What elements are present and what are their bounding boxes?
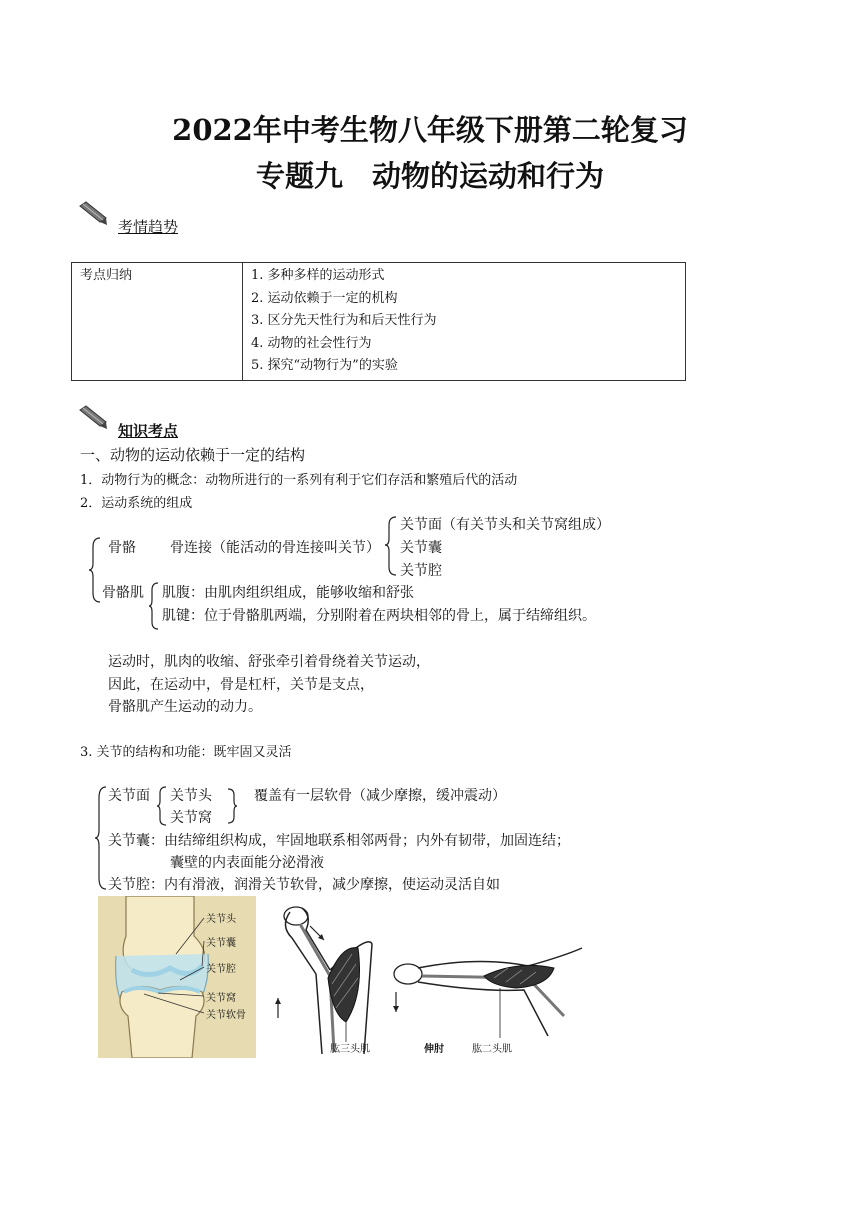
label-joint-cartilage-fig: 关节软骨 — [206, 1010, 246, 1021]
point-motion-system: 2．运动系统的组成 — [80, 496, 193, 511]
label-extend-elbow: 伸肘 — [424, 1044, 444, 1055]
brace-icon — [226, 788, 238, 824]
brace-icon — [148, 582, 160, 630]
brace-icon — [384, 516, 398, 576]
pencil-icon — [78, 404, 108, 430]
list-item: 4. 动物的社会性行为 — [251, 335, 372, 351]
section-knowledge-label: 知识考点 — [118, 422, 179, 440]
label-joint-head-fig: 关节头 — [206, 914, 236, 925]
page-title: 2022年中考生物八年级下册第二轮复习 — [172, 113, 688, 147]
point-joint-structure: 3. 关节的结构和功能：既牢固又灵活 — [80, 745, 292, 760]
arm-flex-illustration — [272, 904, 380, 1056]
label-joint-socket-fig: 关节窝 — [206, 993, 236, 1004]
label-biceps: 肱二头肌 — [472, 1044, 512, 1055]
label-joint-cavity-fig: 关节腔 — [206, 964, 236, 975]
exam-points-table — [71, 262, 686, 381]
label-joint-capsule-fig: 关节囊 — [206, 938, 236, 949]
heading-structure: 一、动物的运动依赖于一定的结构 — [80, 446, 306, 464]
muscle-tendon: 肌键：位于骨骼肌两端，分别附着在两块相邻的骨上，属于结缔组织。 — [162, 608, 596, 624]
page-subtitle: 专题九 动物的运动和行为 — [255, 159, 604, 193]
section-trend-label: 考情趋势 — [118, 218, 179, 236]
brace-icon — [94, 786, 108, 890]
joint-cavity-line: 关节腔：内有滑液，润滑关节软骨，减少摩擦，使运动灵活自如 — [108, 877, 500, 893]
point-behavior-concept: 1．动物行为的概念：动物所进行的一系列有利于它们存活和繁殖后代的活动 — [80, 473, 518, 488]
list-item: 1. 多种多样的运动形式 — [251, 268, 385, 283]
brace-icon — [88, 537, 102, 603]
arm-flex-diagram — [272, 904, 380, 1056]
motion-text-3: 骨骼肌产生运动的动力。 — [108, 699, 262, 715]
joint-surface-desc: 覆盖有一层软骨（减少摩擦，缓冲震动） — [254, 788, 506, 804]
joint-part-cavity: 关节腔 — [400, 563, 442, 579]
joint-capsule-line1: 关节囊：由结缔组织构成，牢固地联系相邻两骨；内外有韧带，加固连结； — [108, 833, 570, 849]
joint-part-capsule: 关节囊 — [400, 540, 442, 556]
label-joint-head: 关节头 — [170, 788, 212, 804]
joint-diagram — [98, 896, 256, 1058]
label-bone: 骨骼 — [108, 540, 136, 556]
arm-extend-diagram — [388, 946, 584, 1056]
motion-text-1: 运动时，肌肉的收缩、舒张牵引着骨绕着关节运动， — [108, 654, 430, 670]
list-item: 2. 运动依赖于一定的机构 — [251, 290, 398, 306]
brace-icon — [156, 786, 168, 826]
label-bone-joint: 骨连接（能活动的骨连接叫关节） — [170, 540, 380, 556]
table-right-cell — [243, 263, 686, 381]
label-joint-socket: 关节窝 — [170, 810, 212, 826]
muscle-belly: 肌腹：由肌肉组织组成，能够收缩和舒张 — [162, 585, 414, 601]
joint-part-surface: 关节面（有关节头和关节窝组成） — [400, 517, 610, 533]
list-item: 3. 区分先天性行为和后天性行为 — [251, 313, 437, 328]
list-item: 5. 探究“动物行为”的实验 — [251, 358, 398, 373]
pencil-icon — [78, 200, 108, 226]
motion-text-2: 因此，在运动中，骨是杠杆，关节是支点， — [108, 677, 374, 693]
label-skeletal-muscle: 骨骼肌 — [102, 585, 144, 601]
label-joint-surface: 关节面 — [108, 788, 150, 804]
table-left-cell: 考点归纳 — [72, 263, 243, 381]
label-triceps: 肱三头肌 — [330, 1044, 370, 1055]
joint-capsule-line2: 囊壁的内表面能分泌滑液 — [170, 855, 324, 871]
